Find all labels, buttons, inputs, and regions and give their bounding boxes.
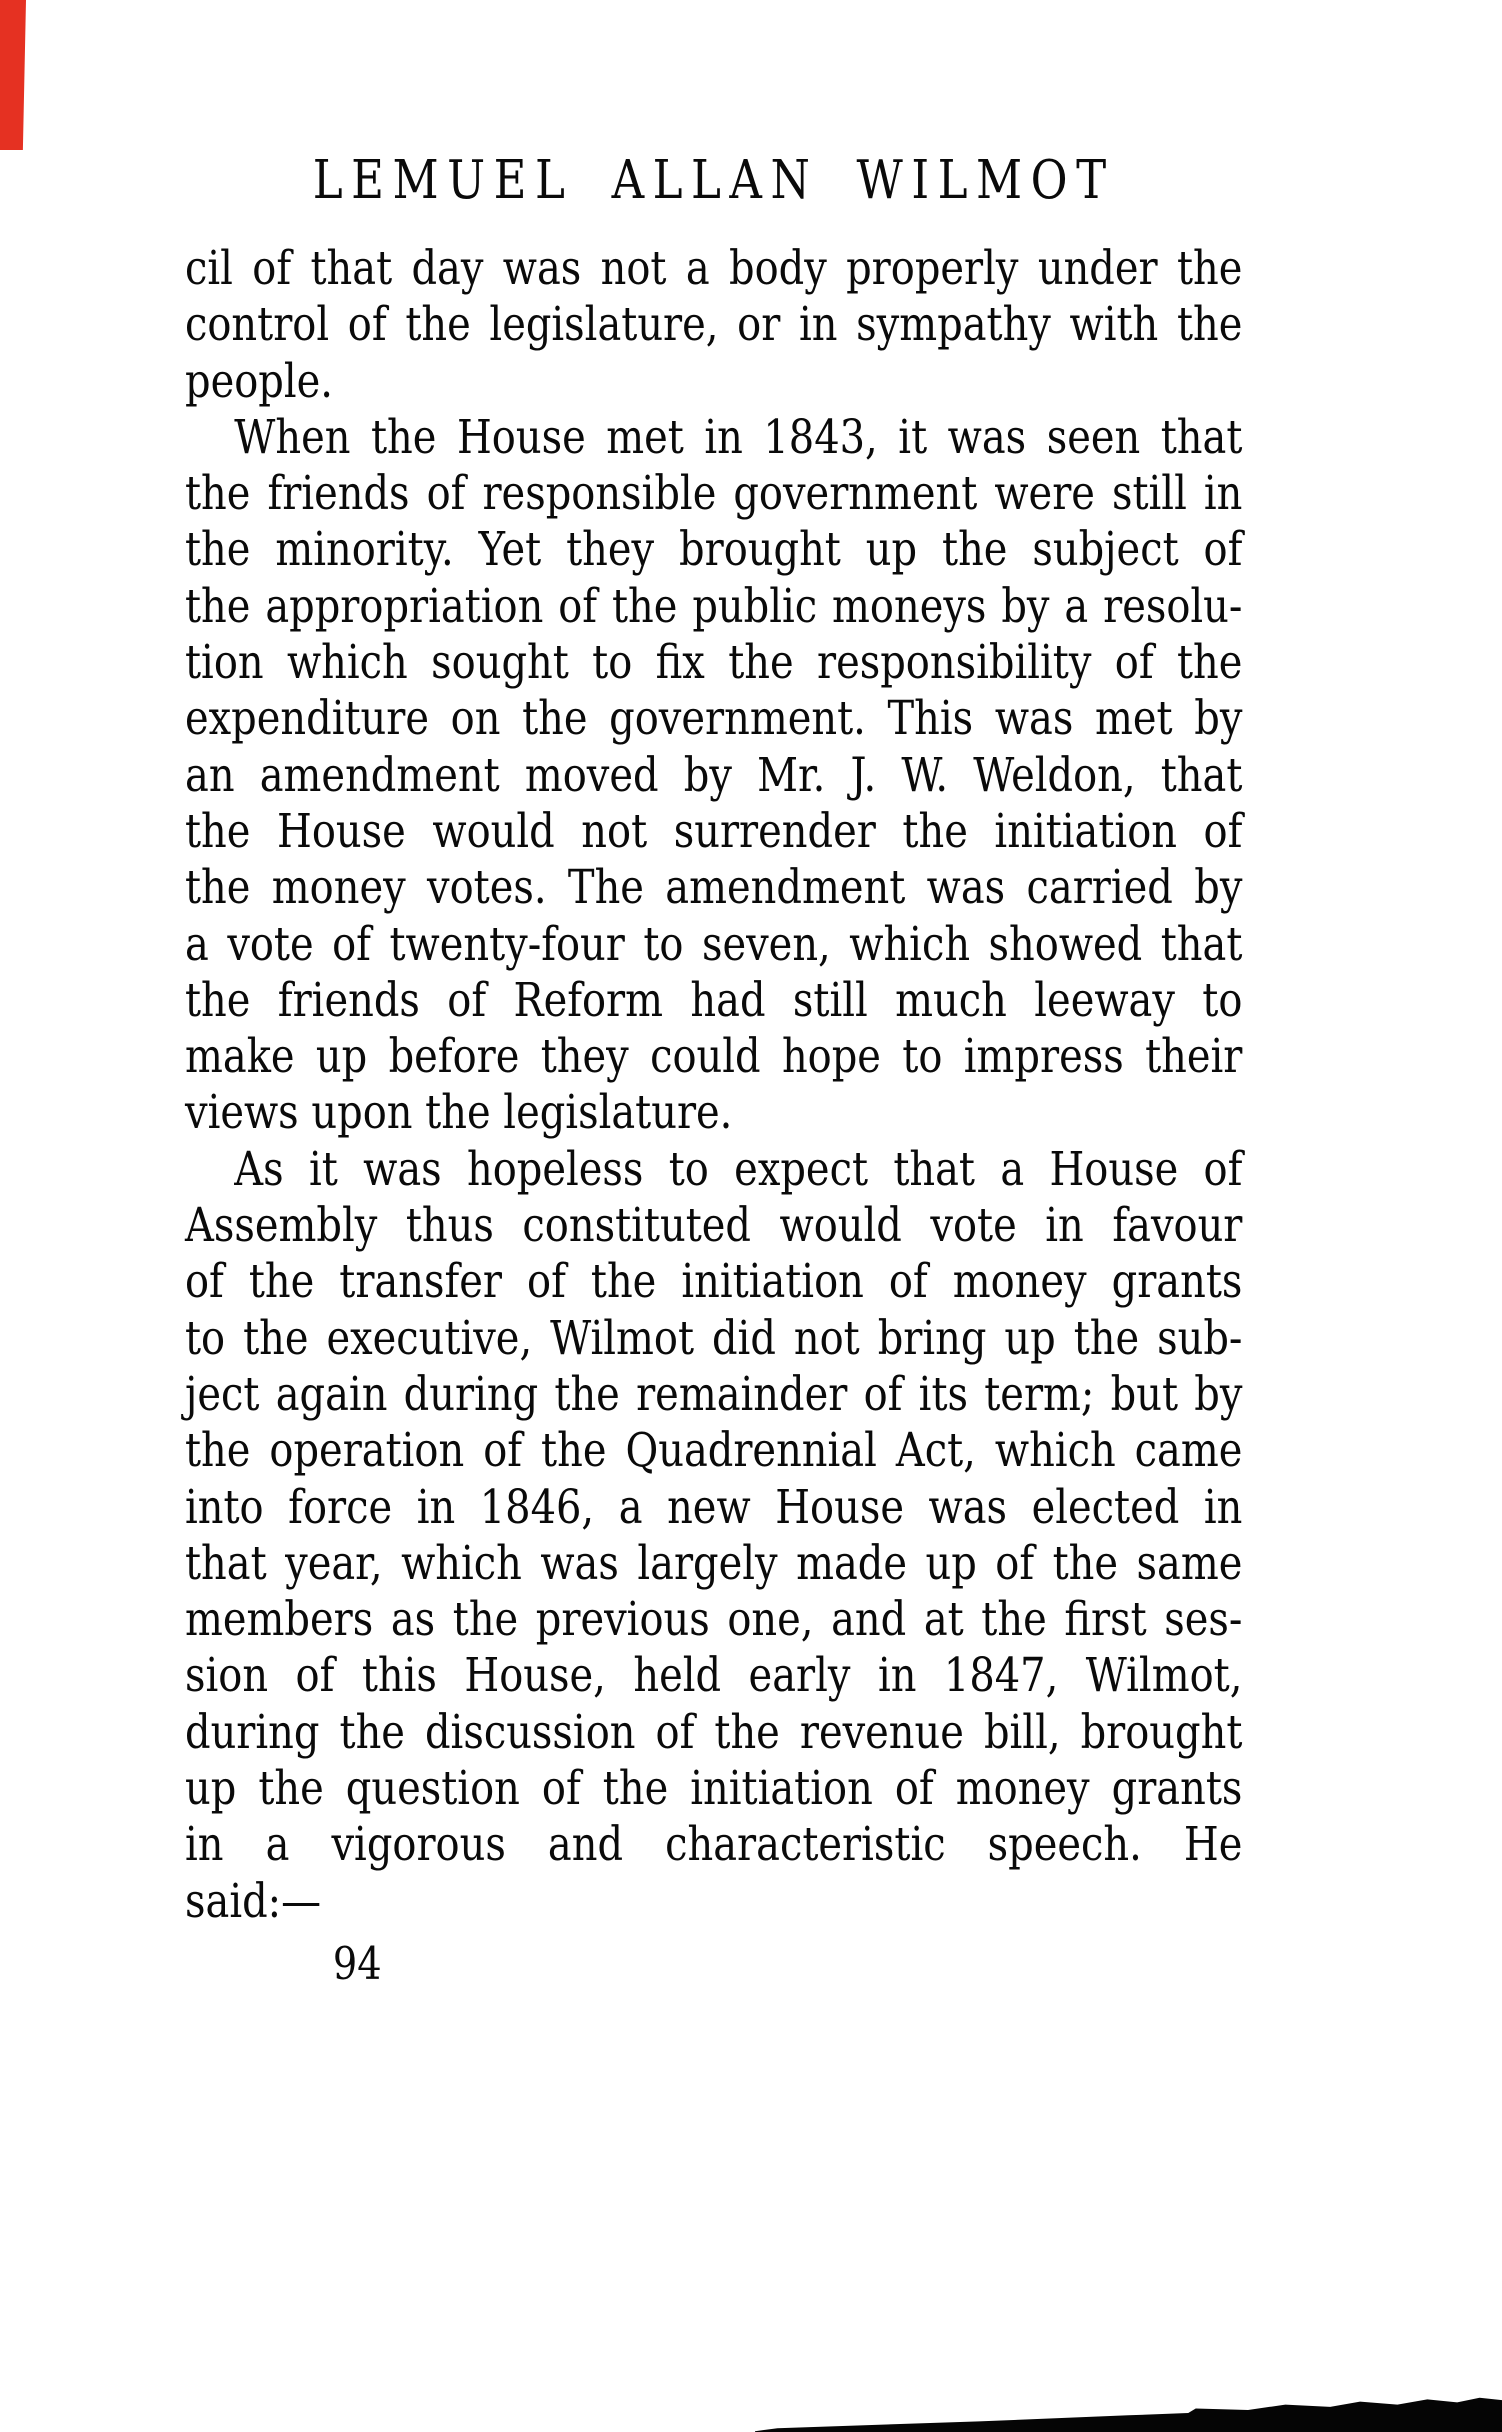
text-line: make up before they could hope to impress their [185,1029,1243,1085]
text-line: into force in 1846, a new House was elected in [185,1479,1243,1535]
text-line: members as the previous one, and at the first ses- [185,1592,1243,1648]
text-line: expenditure on the government. This was met by [185,691,1243,747]
text-line: ject again during the remainder of its term; but by [185,1366,1243,1422]
text-line: the minority. Yet they brought up the subject of [185,522,1243,578]
text-line: the appropriation of the public moneys by a resolu- [185,578,1243,634]
text-line: Assembly thus constituted would vote in favour [185,1198,1243,1254]
running-header: LEMUEL ALLAN WILMOT [312,150,1115,211]
text-line: that year, which was largely made up of the same [185,1535,1243,1591]
text-line: tion which sought to fix the responsibility of the [185,635,1243,691]
text-line: people. [185,353,333,409]
text-line: the House would not surrender the initiation of [185,803,1243,859]
text-line: cil of that day was not a body properly under the [185,241,1243,296]
text-line: a vote of twenty-four to seven, which showed that [185,916,1243,972]
text-line: the money votes. The amendment was carried by [185,860,1243,916]
text-line: to the executive, Wilmot did not bring up the sub- [185,1310,1243,1366]
text-line: views upon the legislature. [185,1085,733,1141]
text-line: during the discussion of the revenue bill, brought [185,1704,1243,1760]
text-line: the friends of responsible government were still in [185,466,1243,522]
page-number: 94 [332,1937,382,1990]
text-line: the operation of the Quadrennial Act, which came [185,1423,1243,1479]
page-content [185,0,1242,2432]
scan-artifact-red-strip [0,0,26,150]
text-line: up the question of the initiation of money grants [185,1761,1243,1817]
text-line: said:— [185,1873,322,1929]
text-line: in a vigorous and characteristic speech. He [185,1817,1243,1873]
text-line: control of the legislature, or in sympathy with the [185,297,1243,353]
text-line: the friends of Reform had still much leeway to [185,972,1243,1028]
text-line: of the transfer of the initiation of money grants [185,1254,1243,1310]
text-line: As it was hopeless to expect that a House of [234,1141,1243,1197]
text-line: an amendment moved by Mr. J. W. Weldon, that [185,747,1243,803]
text-line: When the House met in 1843, it was seen that [234,409,1243,465]
text-line: sion of this House, held early in 1847, Wilmot, [185,1648,1243,1704]
body-text [185,241,1242,1930]
